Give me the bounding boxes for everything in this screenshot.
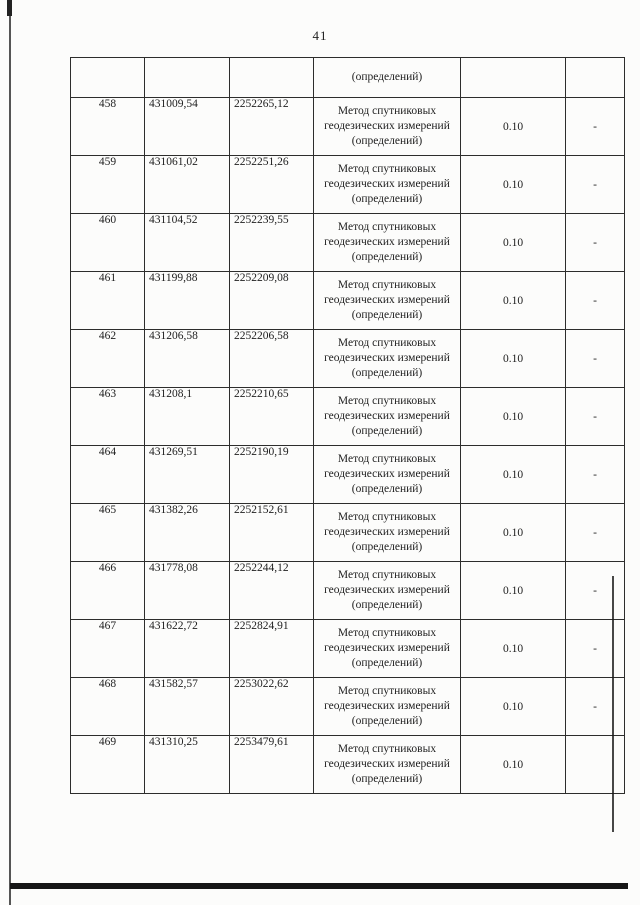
cell-precision: 0.10 xyxy=(461,678,566,736)
cell-x: 431208,1 xyxy=(145,388,230,446)
cell-x: 431382,26 xyxy=(145,504,230,562)
cell-precision: 0.10 xyxy=(461,272,566,330)
table-row xyxy=(71,446,625,504)
cell-note: - xyxy=(566,156,625,214)
cell-method-continuation: (определений) xyxy=(314,58,461,98)
cell-method: Метод спутниковых геодезических измерений (определений) xyxy=(314,214,461,272)
cell-method: Метод спутниковых геодезических измерений (определений) xyxy=(314,388,461,446)
cell-precision: 0.10 xyxy=(461,446,566,504)
cell-note: - xyxy=(566,98,625,156)
cell-note: - xyxy=(566,330,625,388)
table-row xyxy=(71,678,625,736)
scan-line-right xyxy=(612,576,614,832)
cell-note: - xyxy=(566,214,625,272)
cell-method: Метод спутниковых геодезических измерений (определений) xyxy=(314,678,461,736)
cell-method: Метод спутниковых геодезических измерений (определений) xyxy=(314,272,461,330)
table-row xyxy=(71,388,625,446)
cell-y: 2252190,19 xyxy=(230,446,314,504)
cell-precision: 0.10 xyxy=(461,388,566,446)
cell-num: 468 xyxy=(71,678,145,736)
cell-num: 461 xyxy=(71,272,145,330)
table-row xyxy=(71,272,625,330)
cell-x: 431310,25 xyxy=(145,736,230,794)
table-row xyxy=(71,330,625,388)
cell-method: Метод спутниковых геодезических измерений (определений) xyxy=(314,620,461,678)
cell-precision: 0.10 xyxy=(461,98,566,156)
cell-note: - xyxy=(566,388,625,446)
cell-y: 2252239,55 xyxy=(230,214,314,272)
page-number: 41 xyxy=(312,28,328,43)
table-row xyxy=(71,620,625,678)
cell-precision: 0.10 xyxy=(461,620,566,678)
cell-empty xyxy=(71,58,145,98)
cell-x: 431199,88 xyxy=(145,272,230,330)
scan-corner-mark xyxy=(7,0,12,16)
scan-edge-left xyxy=(9,0,11,905)
cell-y: 2252824,91 xyxy=(230,620,314,678)
coords-table-body xyxy=(71,58,625,794)
cell-num: 464 xyxy=(71,446,145,504)
cell-y: 2252244,12 xyxy=(230,562,314,620)
cell-y: 2253022,62 xyxy=(230,678,314,736)
cell-precision: 0.10 xyxy=(461,562,566,620)
cell-method: Метод спутниковых геодезических измерений (определений) xyxy=(314,736,461,794)
cell-y: 2253479,61 xyxy=(230,736,314,794)
cell-note: - xyxy=(566,678,625,736)
table-row xyxy=(71,214,625,272)
table-row-partial xyxy=(71,58,625,98)
cell-y: 2252210,65 xyxy=(230,388,314,446)
cell-x: 431061,02 xyxy=(145,156,230,214)
cell-x: 431206,58 xyxy=(145,330,230,388)
cell-note: - xyxy=(566,562,625,620)
cell-note: - xyxy=(566,446,625,504)
table-row xyxy=(71,562,625,620)
table-row xyxy=(71,156,625,214)
cell-note: - xyxy=(566,620,625,678)
cell-precision: 0.10 xyxy=(461,330,566,388)
table-row xyxy=(71,504,625,562)
cell-num: 465 xyxy=(71,504,145,562)
table-row xyxy=(71,736,625,794)
cell-x: 431009,54 xyxy=(145,98,230,156)
cell-num: 459 xyxy=(71,156,145,214)
cell-num: 467 xyxy=(71,620,145,678)
cell-method: Метод спутниковых геодезических измерений (определений) xyxy=(314,98,461,156)
cell-x: 431622,72 xyxy=(145,620,230,678)
cell-empty xyxy=(230,58,314,98)
cell-num: 462 xyxy=(71,330,145,388)
cell-num: 458 xyxy=(71,98,145,156)
cell-y: 2252152,61 xyxy=(230,504,314,562)
cell-num: 469 xyxy=(71,736,145,794)
cell-num: 460 xyxy=(71,214,145,272)
cell-y: 2252251,26 xyxy=(230,156,314,214)
table-row xyxy=(71,98,625,156)
cell-y: 2252265,12 xyxy=(230,98,314,156)
cell-precision: 0.10 xyxy=(461,736,566,794)
cell-x: 431104,52 xyxy=(145,214,230,272)
cell-method: Метод спутниковых геодезических измерений (определений) xyxy=(314,446,461,504)
cell-precision: 0.10 xyxy=(461,214,566,272)
scan-edge-bottom xyxy=(10,883,628,889)
cell-empty xyxy=(566,58,625,98)
cell-precision: 0.10 xyxy=(461,504,566,562)
cell-x: 431269,51 xyxy=(145,446,230,504)
cell-note: - xyxy=(566,272,625,330)
cell-empty xyxy=(145,58,230,98)
cell-method: Метод спутниковых геодезических измерений (определений) xyxy=(314,504,461,562)
cell-empty xyxy=(461,58,566,98)
cell-method: Метод спутниковых геодезических измерений (определений) xyxy=(314,330,461,388)
cell-x: 431582,57 xyxy=(145,678,230,736)
cell-note: - xyxy=(566,504,625,562)
cell-x: 431778,08 xyxy=(145,562,230,620)
cell-y: 2252209,08 xyxy=(230,272,314,330)
cell-method: Метод спутниковых геодезических измерений (определений) xyxy=(314,562,461,620)
cell-precision: 0.10 xyxy=(461,156,566,214)
cell-note xyxy=(566,736,625,794)
cell-num: 463 xyxy=(71,388,145,446)
cell-method: Метод спутниковых геодезических измерений (определений) xyxy=(314,156,461,214)
cell-y: 2252206,58 xyxy=(230,330,314,388)
cell-num: 466 xyxy=(71,562,145,620)
coordinates-table xyxy=(70,57,625,794)
